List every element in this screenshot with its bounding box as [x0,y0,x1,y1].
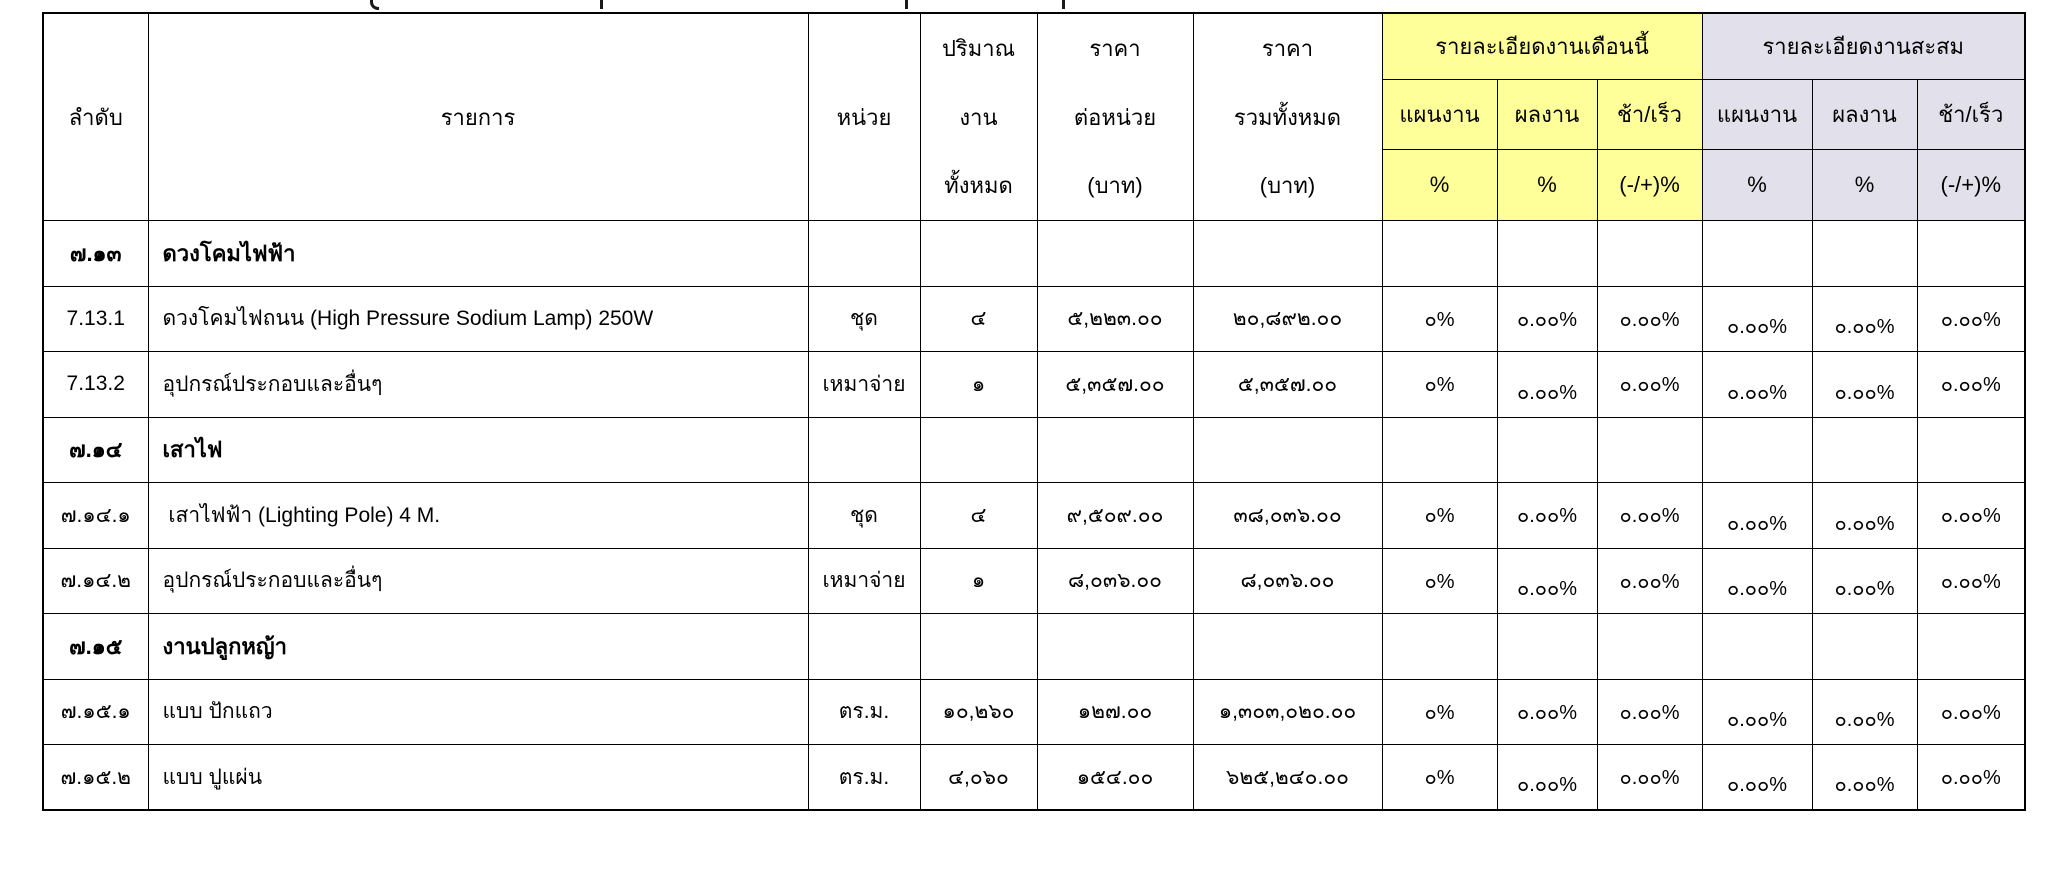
cumulative-diff-cell: ๐.๐๐% [1917,286,2025,352]
total-price-cell: ๕,๓๕๗.๐๐ [1193,352,1382,418]
month-plan-cell [1382,221,1497,287]
row-number-cell: 7.13.1 [43,286,148,352]
unit-cell: เหมาจ่าย [808,548,920,614]
month-plan-header: แผนงาน [1382,79,1497,150]
month-diff-unit-header: (-/+)% [1597,150,1702,221]
item-name-cell: ดวงโคมไฟฟ้า [148,221,808,287]
col-header-unit-price-line2: ต่อหน่วย [1073,104,1157,130]
month-plan-cell: ๐% [1382,548,1497,614]
col-header-total-quantity-line2: งาน [959,104,998,130]
unit-cell: ตร.ม. [808,679,920,745]
cumulative-actual-cell: ๐.๐๐% [1812,286,1917,352]
month-diff-cell: ๐.๐๐% [1597,483,1702,549]
cumulative-actual-cell [1812,614,1917,680]
item-name-cell: แบบ ปูแผ่น [148,745,808,811]
unit-price-cell: ๘,๐๓๖.๐๐ [1037,548,1193,614]
total-price-cell: ๘,๐๓๖.๐๐ [1193,548,1382,614]
col-header-unit: หน่วย [808,13,920,221]
month-diff-cell: ๐.๐๐% [1597,745,1702,811]
cumulative-diff-cell [1917,614,2025,680]
month-actual-cell: ๐.๐๐% [1497,745,1597,811]
unit-cell: เหมาจ่าย [808,352,920,418]
cumulative-diff-cell: ๐.๐๐% [1917,548,2025,614]
col-header-item: รายการ [148,13,808,221]
month-diff-cell: ๐.๐๐% [1597,352,1702,418]
quantity-cell: ๑ [920,548,1037,614]
quantity-cell: ๔ [920,286,1037,352]
row-number-cell: ๗.๑๕ [43,614,148,680]
cumulative-diff-cell: ๐.๐๐% [1917,679,2025,745]
cumulative-plan-header: แผนงาน [1702,79,1812,150]
unit-price-cell [1037,417,1193,483]
section-row [43,614,2025,680]
item-name-cell: เสาไฟฟ้า (Lighting Pole) 4 M. [148,483,808,549]
cumulative-diff-cell: ๐.๐๐% [1917,745,2025,811]
item-name-cell: งานปลูกหญ้า [148,614,808,680]
month-diff-cell: ๐.๐๐% [1597,286,1702,352]
col-header-no: ลำดับ [43,13,148,221]
cumulative-plan-cell [1702,614,1812,680]
month-actual-cell: ๐.๐๐% [1497,679,1597,745]
col-header-total-price [1193,13,1382,221]
row-number-cell: ๗.๑๔.๑ [43,483,148,549]
quantity-cell: ๔,๐๖๐ [920,745,1037,811]
unit-cell [808,417,920,483]
month-plan-cell: ๐% [1382,352,1497,418]
row-number-cell: ๗.๑๕.๑ [43,679,148,745]
unit-price-cell: ๕,๒๒๓.๐๐ [1037,286,1193,352]
total-price-cell [1193,614,1382,680]
month-diff-cell [1597,417,1702,483]
month-diff-header: ช้า/เร็ว [1597,79,1702,150]
clipped-text-fragment [600,0,603,9]
unit-price-cell: ๑๒๗.๐๐ [1037,679,1193,745]
table-body [43,221,2025,811]
progress-report-table [42,12,2026,811]
cumulative-diff-header: ช้า/เร็ว [1917,79,2025,150]
col-header-total-quantity-line3: ทั้งหมด [944,173,1013,199]
cumulative-actual-cell: ๐.๐๐% [1812,548,1917,614]
cumulative-actual-cell: ๐.๐๐% [1812,483,1917,549]
unit-cell [808,614,920,680]
item-row [43,548,2025,614]
cumulative-actual-unit-header: % [1812,150,1917,221]
item-row [43,352,2025,418]
cumulative-actual-header: ผลงาน [1812,79,1917,150]
col-header-total-quantity-line1: ปริมาณ [941,35,1016,61]
cumulative-plan-cell: ๐.๐๐% [1702,679,1812,745]
col-header-total-price-line1: ราคา [1261,35,1314,61]
total-price-cell: ๒๐,๘๙๒.๐๐ [1193,286,1382,352]
cumulative-diff-cell [1917,221,2025,287]
month-plan-cell: ๐% [1382,286,1497,352]
row-number-cell: ๗.๑๔ [43,417,148,483]
item-row [43,286,2025,352]
item-name-cell: ดวงโคมไฟถนน (High Pressure Sodium Lamp) 250W [148,286,808,352]
clipped-text-fragment [1062,0,1065,9]
quantity-cell [920,417,1037,483]
month-actual-cell [1497,221,1597,287]
item-row [43,745,2025,811]
row-number-cell: ๗.๑๔.๒ [43,548,148,614]
cumulative-diff-cell: ๐.๐๐% [1917,483,2025,549]
unit-cell: ตร.ม. [808,745,920,811]
col-header-total-quantity [920,13,1037,221]
col-header-unit-price-line3: (บาท) [1087,173,1143,199]
row-number-cell: ๗.๑๓ [43,221,148,287]
unit-price-cell [1037,221,1193,287]
total-price-cell [1193,417,1382,483]
clipped-text-fragment [370,0,379,10]
cumulative-actual-cell: ๐.๐๐% [1812,745,1917,811]
item-row [43,483,2025,549]
cumulative-plan-cell: ๐.๐๐% [1702,483,1812,549]
unit-price-cell: ๕,๓๕๗.๐๐ [1037,352,1193,418]
month-plan-cell [1382,614,1497,680]
cumulative-plan-cell: ๐.๐๐% [1702,352,1812,418]
cumulative-actual-cell [1812,221,1917,287]
row-number-cell: 7.13.2 [43,352,148,418]
cumulative-diff-unit-header: (-/+)% [1917,150,2025,221]
month-plan-cell [1382,417,1497,483]
cumulative-diff-cell: ๐.๐๐% [1917,352,2025,418]
month-actual-header: ผลงาน [1497,79,1597,150]
unit-cell [808,221,920,287]
month-actual-cell: ๐.๐๐% [1497,548,1597,614]
month-plan-cell: ๐% [1382,679,1497,745]
cumulative-diff-cell [1917,417,2025,483]
month-actual-cell [1497,417,1597,483]
cumulative-plan-cell [1702,221,1812,287]
cumulative-actual-cell: ๐.๐๐% [1812,679,1917,745]
quantity-cell [920,221,1037,287]
header-row-groups [43,13,2025,79]
quantity-cell [920,614,1037,680]
total-price-cell [1193,221,1382,287]
section-row [43,221,2025,287]
cumulative-details-group-header: รายละเอียดงานสะสม [1702,13,2025,79]
month-actual-cell: ๐.๐๐% [1497,286,1597,352]
item-name-cell: อุปกรณ์ประกอบและอื่นๆ [148,352,808,418]
month-plan-cell: ๐% [1382,483,1497,549]
month-actual-cell [1497,614,1597,680]
cumulative-actual-cell: ๐.๐๐% [1812,352,1917,418]
clipped-text-fragment [905,0,908,9]
item-row [43,679,2025,745]
cumulative-plan-cell [1702,417,1812,483]
cumulative-plan-cell: ๐.๐๐% [1702,286,1812,352]
month-diff-cell [1597,221,1702,287]
col-header-unit-price [1037,13,1193,221]
month-actual-cell: ๐.๐๐% [1497,352,1597,418]
month-details-group-header: รายละเอียดงานเดือนนี้ [1382,13,1702,79]
month-actual-unit-header: % [1497,150,1597,221]
unit-price-cell: ๑๕๔.๐๐ [1037,745,1193,811]
total-price-cell: ๑,๓๐๓,๐๒๐.๐๐ [1193,679,1382,745]
month-diff-cell: ๐.๐๐% [1597,548,1702,614]
month-diff-cell [1597,614,1702,680]
month-plan-cell: ๐% [1382,745,1497,811]
cumulative-plan-cell: ๐.๐๐% [1702,745,1812,811]
month-plan-unit-header: % [1382,150,1497,221]
unit-price-cell [1037,614,1193,680]
month-diff-cell: ๐.๐๐% [1597,679,1702,745]
cumulative-actual-cell [1812,417,1917,483]
col-header-total-price-line2: รวมทั้งหมด [1233,104,1342,130]
quantity-cell: ๑๐,๒๖๐ [920,679,1037,745]
month-actual-cell: ๐.๐๐% [1497,483,1597,549]
item-name-cell: อุปกรณ์ประกอบและอื่นๆ [148,548,808,614]
cumulative-plan-cell: ๐.๐๐% [1702,548,1812,614]
unit-price-cell: ๙,๕๐๙.๐๐ [1037,483,1193,549]
cumulative-plan-unit-header: % [1702,150,1812,221]
quantity-cell: ๑ [920,352,1037,418]
quantity-cell: ๔ [920,483,1037,549]
total-price-cell: ๓๘,๐๓๖.๐๐ [1193,483,1382,549]
item-name-cell: แบบ ปักแถว [148,679,808,745]
section-row [43,417,2025,483]
col-header-unit-price-line1: ราคา [1089,35,1141,61]
unit-cell: ชุด [808,286,920,352]
row-number-cell: ๗.๑๕.๒ [43,745,148,811]
unit-cell: ชุด [808,483,920,549]
total-price-cell: ๖๒๕,๒๔๐.๐๐ [1193,745,1382,811]
col-header-total-price-line3: (บาท) [1259,173,1316,199]
item-name-cell: เสาไฟ [148,417,808,483]
